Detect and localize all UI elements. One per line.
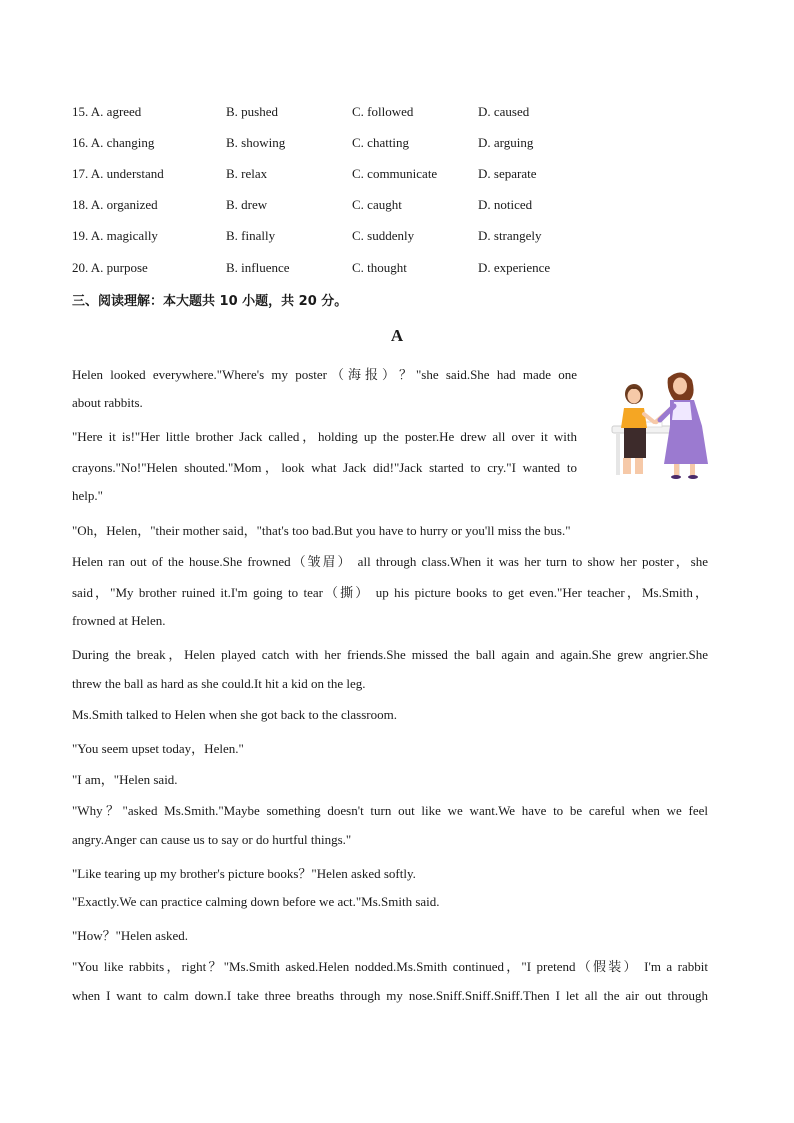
- passage-line: "How？"Helen asked.: [72, 928, 189, 943]
- passage-line: threw the ball as hard as she could.It hit a kid on the leg.: [72, 676, 366, 691]
- option-b: B. pushed: [226, 104, 278, 119]
- option-b: B. influence: [226, 260, 290, 275]
- option-d: D. separate: [478, 166, 537, 181]
- option-d: D. caused: [478, 104, 530, 119]
- passage-line: said，"My brother ruined it.I'm going to tear（撕） up his picture books to get even."Her teacher，Ms.Smith，: [72, 585, 708, 600]
- option-d: D. arguing: [478, 135, 534, 150]
- option-d: D. noticed: [478, 197, 533, 212]
- section-heading: 三、阅读理解：本大题共 10 小题，共 20 分。: [72, 294, 348, 309]
- passage-line: "You like rabbits，right？"Ms.Smith asked.Helen nodded.Ms.Smith continued，"I pretend（假装） I'm a rabbit: [72, 959, 708, 974]
- passage-line: crayons."No!"Helen shouted."Mom，look what Jack did!"Jack started to cry."I wanted to: [72, 460, 577, 475]
- option-row-17: [72, 166, 672, 186]
- option-row-15: [72, 104, 672, 124]
- passage-line: frowned at Helen.: [72, 613, 166, 628]
- option-b: B. relax: [226, 166, 268, 181]
- passage-line: "Exactly.We can practice calming down before we act."Ms.Smith said.: [72, 894, 440, 909]
- passage-line: about rabbits.: [72, 395, 143, 410]
- passage-line: "Why？"asked Ms.Smith."Maybe something doesn't turn out like we want.We have to be careful when we feel: [72, 803, 708, 818]
- option-row-18: [72, 197, 672, 217]
- option-c: C. thought: [352, 260, 407, 275]
- passage-line: During the break，Helen played catch with her friends.She missed the ball again and again.She grew angrier.She: [72, 647, 708, 662]
- option-b: B. finally: [226, 228, 276, 243]
- passage-line: "Here it is!"Her little brother Jack called，holding up the poster.He drew all over it with: [72, 429, 577, 444]
- option-a: 17. A. understand: [72, 166, 164, 181]
- option-a: 18. A. organized: [72, 197, 158, 212]
- option-row-16: [72, 135, 672, 155]
- passage-line: when I want to calm down.I take three breaths through my nose.Sniff.Sniff.Sniff.Then I let all the air out through: [72, 988, 708, 1003]
- option-row-20: [72, 260, 672, 280]
- option-a: 19. A. magically: [72, 228, 158, 243]
- option-d: D. strangely: [478, 228, 542, 243]
- passage-line: "Oh，Helen，"their mother said，"that's too bad.But you have to hurry or you'll miss the bus.": [72, 523, 571, 538]
- option-b: B. drew: [226, 197, 268, 212]
- passage-line: Helen ran out of the house.She frowned（皱眉） all through class.When it was her turn to show her poster，she: [72, 554, 708, 569]
- option-a: 16. A. changing: [72, 135, 155, 150]
- passage-line: Helen looked everywhere."Where's my poster（海报）？"she said.She had made one: [72, 367, 577, 382]
- passage-line: "Like tearing up my brother's picture books？"Helen asked softly.: [72, 866, 416, 881]
- option-row-19: [72, 228, 672, 248]
- passage-line: "You seem upset today，Helen.": [72, 741, 244, 756]
- option-c: C. followed: [352, 104, 414, 119]
- passage-line: "I am，"Helen said.: [72, 772, 178, 787]
- option-a: 15. A. agreed: [72, 104, 142, 119]
- passage-line: Ms.Smith talked to Helen when she got back to the classroom.: [72, 707, 397, 722]
- option-c: C. caught: [352, 197, 402, 212]
- passage-line: help.": [72, 488, 103, 503]
- teacher-helping-girl-illustration: [604, 364, 724, 482]
- passage-title: A: [390, 326, 404, 345]
- option-c: C. suddenly: [352, 228, 415, 243]
- passage-line: angry.Anger can cause us to say or do hurtful things.": [72, 832, 352, 847]
- option-b: B. showing: [226, 135, 286, 150]
- option-c: C. chatting: [352, 135, 410, 150]
- option-d: D. experience: [478, 260, 551, 275]
- option-c: C. communicate: [352, 166, 438, 181]
- option-a: 20. A. purpose: [72, 260, 148, 275]
